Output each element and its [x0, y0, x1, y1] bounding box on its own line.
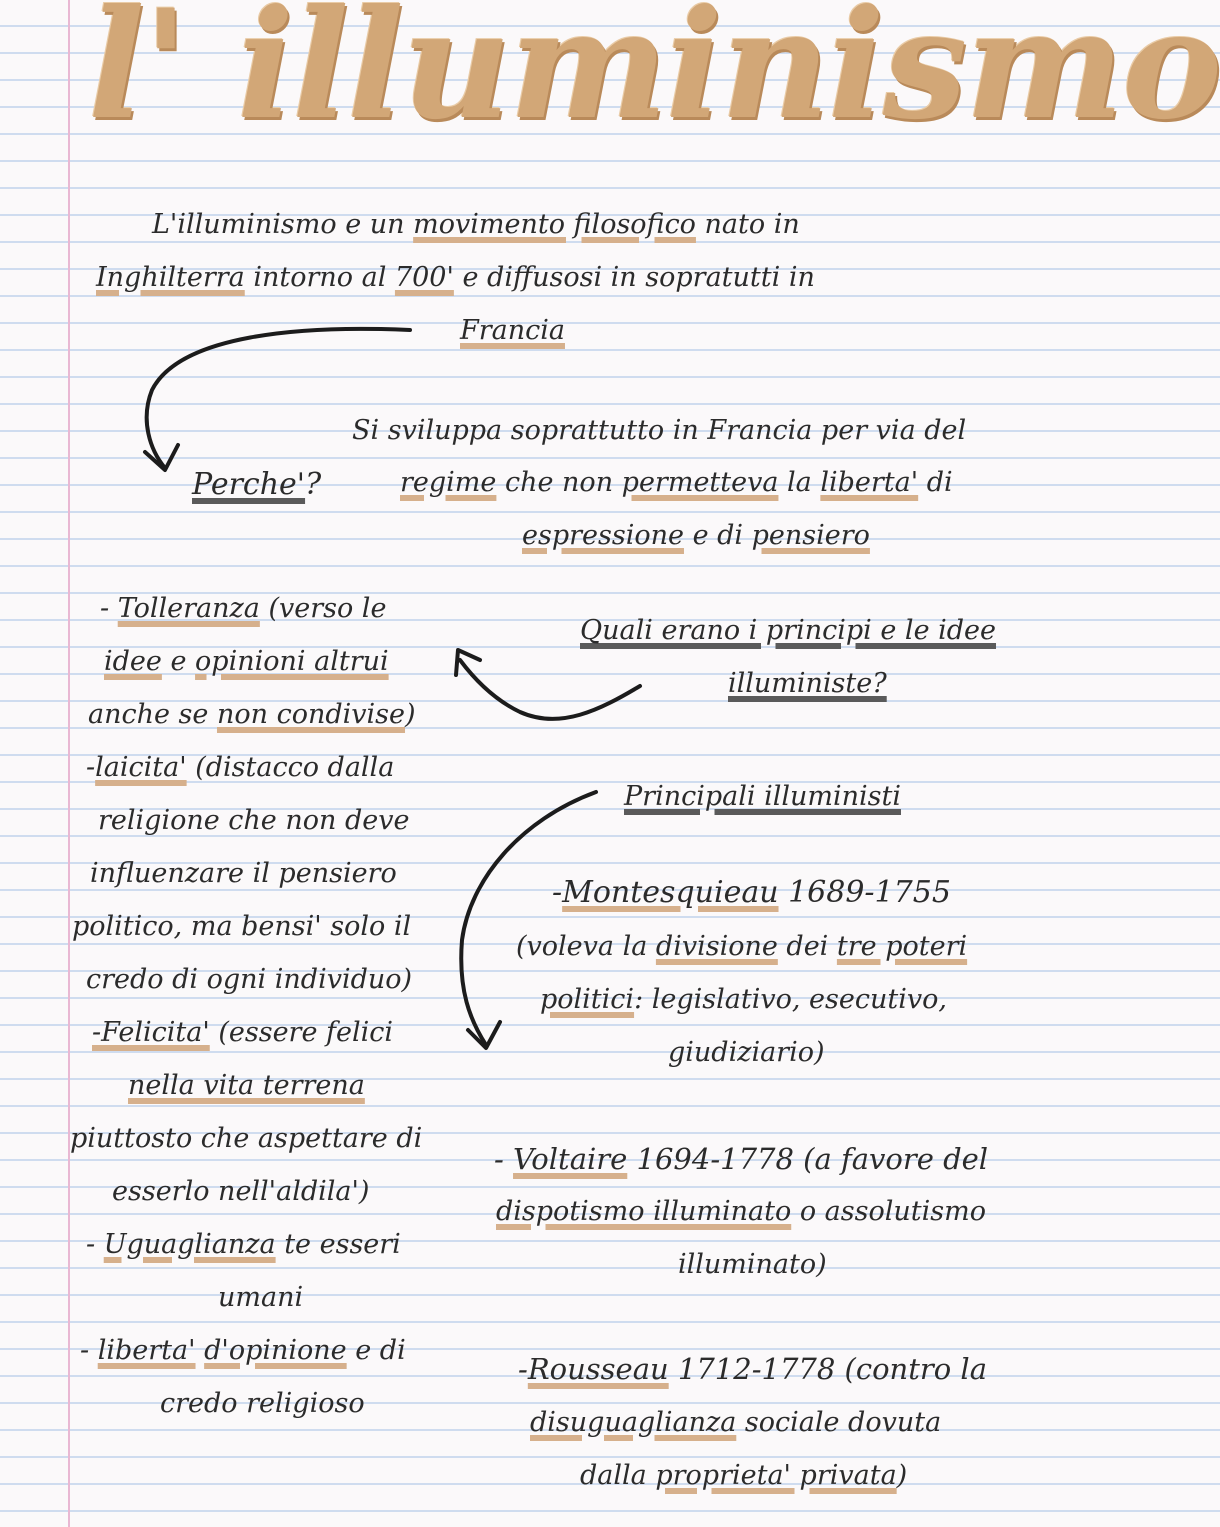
perche-answer-line-3: espressione e di pensiero — [522, 520, 870, 551]
montesquieu-line-2: (voleva la divisione dei tre poteri — [516, 931, 968, 962]
montesquieu-line-3: politici: legislativo, esecutivo, — [540, 984, 947, 1015]
principle-line-14: umani — [218, 1282, 304, 1313]
notebook-margin-line — [68, 0, 70, 1527]
intro-line-1: L'illuminismo e un movimento filosofico nato in — [152, 209, 800, 240]
perche-question: Perche'? — [192, 467, 322, 502]
principle-line-2: idee e opinioni altrui — [104, 646, 389, 677]
principle-line-16: credo religioso — [160, 1388, 365, 1419]
voltaire-line-1: - Voltaire 1694-1778 (a favore del — [494, 1142, 989, 1176]
arrow-question-to-principles — [456, 650, 640, 719]
rousseau-line-1: -Rousseau 1712-1778 (contro la — [518, 1352, 987, 1386]
montesquieu-line-4: giudiziario) — [668, 1037, 825, 1068]
principle-line-13: - Uguaglianza te esseri — [86, 1229, 401, 1260]
principle-line-1: - Tolleranza (verso le — [100, 593, 387, 624]
rousseau-line-3: dalla proprieta' privata) — [580, 1460, 908, 1491]
page-title: l' illuminismo — [88, 0, 1220, 153]
perche-answer-line-1: Si sviluppa soprattutto in Francia per via del — [352, 415, 967, 446]
principles-question-line-2: illuministe? — [728, 668, 887, 699]
principles-question-line-1: Quali erano i principi e le idee — [580, 615, 997, 646]
illuministi-heading: Principali illuministi — [624, 781, 901, 812]
perche-answer-line-2: regime che non permetteva la liberta' di — [400, 467, 953, 498]
principle-line-8: credo di ogni individuo) — [86, 964, 413, 995]
voltaire-line-2: dispotismo illuminato o assolutismo — [496, 1196, 986, 1227]
rousseau-line-2: disuguaglianza sociale dovuta — [530, 1407, 942, 1438]
montesquieu-line-1: -Montesquieau 1689-1755 — [552, 875, 951, 910]
principle-line-3: anche se non condivise) — [88, 699, 416, 730]
intro-line-3: Francia — [460, 315, 565, 346]
principle-line-9: -Felicita' (essere felici — [92, 1017, 394, 1048]
voltaire-line-3: illuminato) — [678, 1249, 827, 1280]
intro-line-2: Inghilterra intorno al 700' e diffusosi in sopratutti in — [96, 262, 815, 293]
principle-line-11: piuttosto che aspettare di — [70, 1123, 423, 1154]
principle-line-10: nella vita terrena — [128, 1070, 365, 1101]
principle-line-6: influenzare il pensiero — [90, 858, 397, 889]
principle-line-5: religione che non deve — [98, 805, 410, 836]
principle-line-15: - liberta' d'opinione e di — [80, 1335, 406, 1366]
principle-line-7: politico, ma bensi' solo il — [72, 911, 412, 942]
arrow-intro-to-perche — [145, 329, 410, 470]
principle-line-4: -laicita' (distacco dalla — [86, 752, 395, 783]
principle-line-12: esserlo nell'aldila') — [112, 1176, 370, 1207]
